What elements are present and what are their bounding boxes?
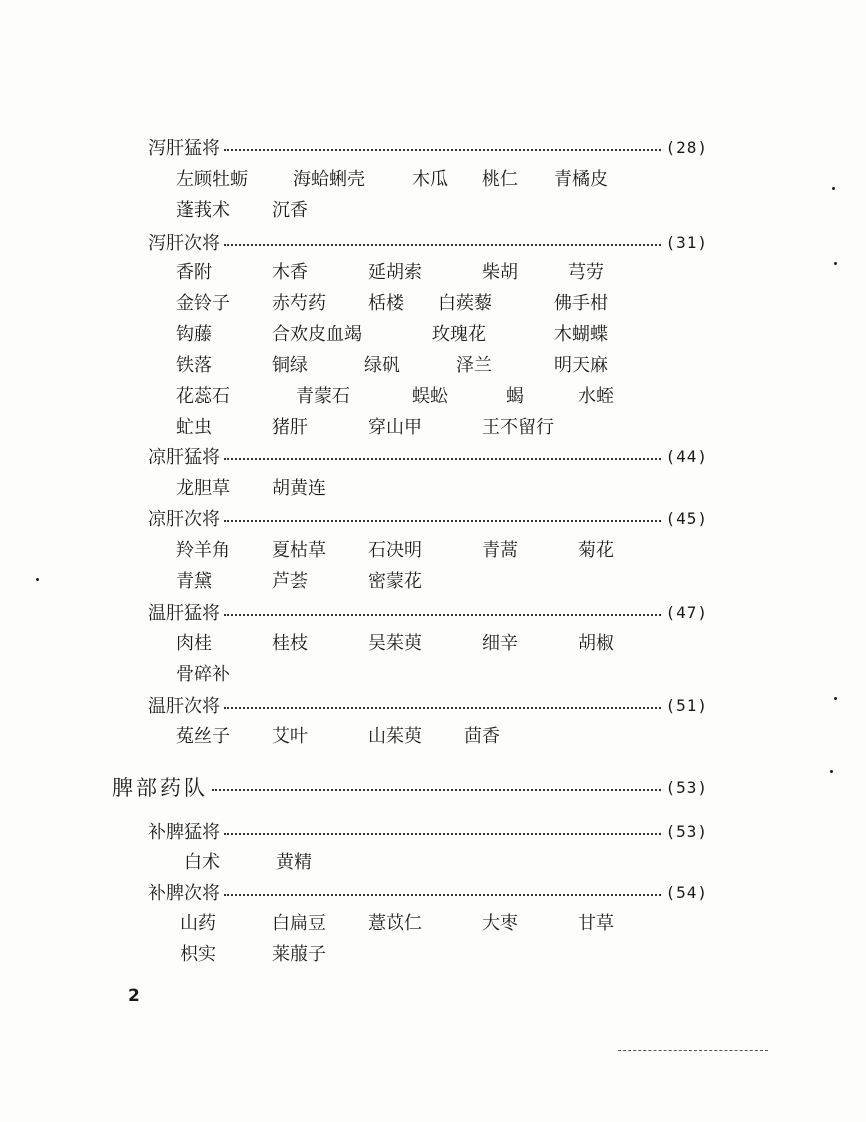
herb-name: 蓬莪术 (176, 200, 230, 221)
toc-entry-page: (53) (665, 821, 708, 841)
herb-name: 菊花 (578, 540, 614, 561)
herb-name: 水蛭 (578, 386, 614, 407)
herb-name: 海蛤蜊壳 (293, 169, 365, 190)
herb-name: 甘草 (578, 913, 614, 934)
toc-entry-page: (47) (665, 602, 708, 622)
herb-name: 肉桂 (176, 633, 212, 654)
leader-dots (224, 520, 661, 522)
herb-name: 薏苡仁 (368, 913, 422, 934)
scan-speck (36, 578, 39, 581)
toc-entry-title: 凉肝猛将 (148, 447, 220, 468)
herb-name: 青黛 (176, 571, 212, 592)
herb-name: 菟丝子 (176, 726, 230, 747)
herb-name: 铁落 (176, 355, 212, 376)
leader-dots (224, 458, 661, 460)
herb-name: 枳实 (180, 944, 216, 965)
herb-name: 茴香 (464, 726, 500, 747)
herb-name: 石决明 (368, 540, 422, 561)
toc-entry-title: 凉肝次将 (148, 509, 220, 530)
toc-entry (148, 441, 708, 471)
herb-name: 细辛 (482, 633, 518, 654)
scan-speck (834, 697, 837, 700)
herb-name: 夏枯草 (272, 540, 326, 561)
toc-entry-page: (44) (665, 446, 708, 466)
toc-entry-title: 补脾次将 (148, 883, 220, 904)
herb-name: 芎劳 (568, 262, 604, 283)
herb-name: 莱菔子 (272, 944, 326, 965)
scan-speck (834, 262, 837, 265)
herb-name: 赤芍药 (272, 293, 326, 314)
scan-speck (830, 770, 833, 773)
herb-name: 胡黄连 (272, 478, 326, 499)
toc-entry-title: 温肝猛将 (148, 603, 220, 624)
herb-name: 胡椒 (578, 633, 614, 654)
toc-entry-title: 泻肝次将 (148, 233, 220, 254)
herb-name: 黄精 (276, 852, 312, 873)
herb-name: 香附 (176, 262, 212, 283)
herb-name: 吴茱萸 (368, 633, 422, 654)
toc-entry-page: (28) (665, 137, 708, 157)
leader-dots (224, 149, 661, 151)
herb-name: 泽兰 (456, 355, 492, 376)
herb-name: 白术 (184, 852, 220, 873)
leader-dots (224, 894, 661, 896)
toc-entry-page: (54) (665, 882, 708, 902)
herb-name: 大枣 (482, 913, 518, 934)
toc-entry (148, 227, 708, 257)
leader-dots (224, 244, 661, 246)
scan-speck (832, 187, 835, 190)
herb-name: 青蒿 (482, 540, 518, 561)
herb-name: 柴胡 (482, 262, 518, 283)
leader-dots (224, 614, 661, 616)
toc-entry (148, 503, 708, 533)
herb-name: 沉香 (272, 200, 308, 221)
herb-name: 花蕊石 (176, 386, 230, 407)
herb-name: 密蒙花 (368, 571, 422, 592)
herb-name: 青橘皮 (554, 169, 608, 190)
toc-entry-page: (45) (665, 508, 708, 528)
herb-name: 骨碎补 (176, 664, 230, 685)
herb-name: 龙胆草 (176, 478, 230, 499)
herb-name: 合欢皮血竭 (272, 324, 362, 345)
herb-name: 桂枝 (272, 633, 308, 654)
page-number: 2 (128, 986, 140, 1006)
herb-name: 明天麻 (554, 355, 608, 376)
herb-name: 羚羊角 (176, 540, 230, 561)
toc-entry (148, 877, 708, 907)
herb-name: 佛手柑 (554, 293, 608, 314)
herb-name: 山药 (180, 913, 216, 934)
leader-dots (224, 833, 661, 835)
herb-name: 桃仁 (482, 169, 518, 190)
toc-section-page: (53) (665, 777, 708, 797)
toc-entry (148, 132, 708, 162)
herb-name: 左顾牡蛎 (176, 169, 248, 190)
herb-name: 虻虫 (176, 417, 212, 438)
herb-name: 青蒙石 (296, 386, 350, 407)
herb-name: 白蒺藜 (438, 293, 492, 314)
herb-name: 芦荟 (272, 571, 308, 592)
herb-name: 栝楼 (368, 293, 404, 314)
herb-name: 王不留行 (482, 417, 554, 438)
leader-dots (224, 707, 661, 709)
toc-entry (148, 690, 708, 720)
toc-section (112, 772, 708, 802)
toc-entry (148, 816, 708, 846)
toc-entry-title: 温肝次将 (148, 696, 220, 717)
toc-entry (148, 597, 708, 627)
herb-name: 绿矾 (364, 355, 400, 376)
leader-dots (212, 789, 661, 791)
toc-entry-title: 补脾猛将 (148, 822, 220, 843)
toc-entry-title: 泻肝猛将 (148, 138, 220, 159)
herb-name: 铜绿 (272, 355, 308, 376)
herb-name: 猪肝 (272, 417, 308, 438)
toc-entry-page: (31) (665, 232, 708, 252)
herb-name: 玫瑰花 (432, 324, 486, 345)
herb-name: 木香 (272, 262, 308, 283)
herb-name: 金铃子 (176, 293, 230, 314)
herb-name: 山茱萸 (368, 726, 422, 747)
toc-section-title: 脾部药队 (112, 776, 208, 800)
herb-name: 延胡索 (368, 262, 422, 283)
scan-artifact-line (618, 1050, 768, 1051)
herb-name: 蜈蚣 (412, 386, 448, 407)
herb-name: 蝎 (506, 386, 524, 407)
herb-name: 钩藤 (176, 324, 212, 345)
herb-name: 木蝴蝶 (554, 324, 608, 345)
herb-name: 白扁豆 (272, 913, 326, 934)
herb-name: 艾叶 (272, 726, 308, 747)
herb-name: 穿山甲 (368, 417, 422, 438)
toc-entry-page: (51) (665, 695, 708, 715)
herb-name: 木瓜 (412, 169, 448, 190)
